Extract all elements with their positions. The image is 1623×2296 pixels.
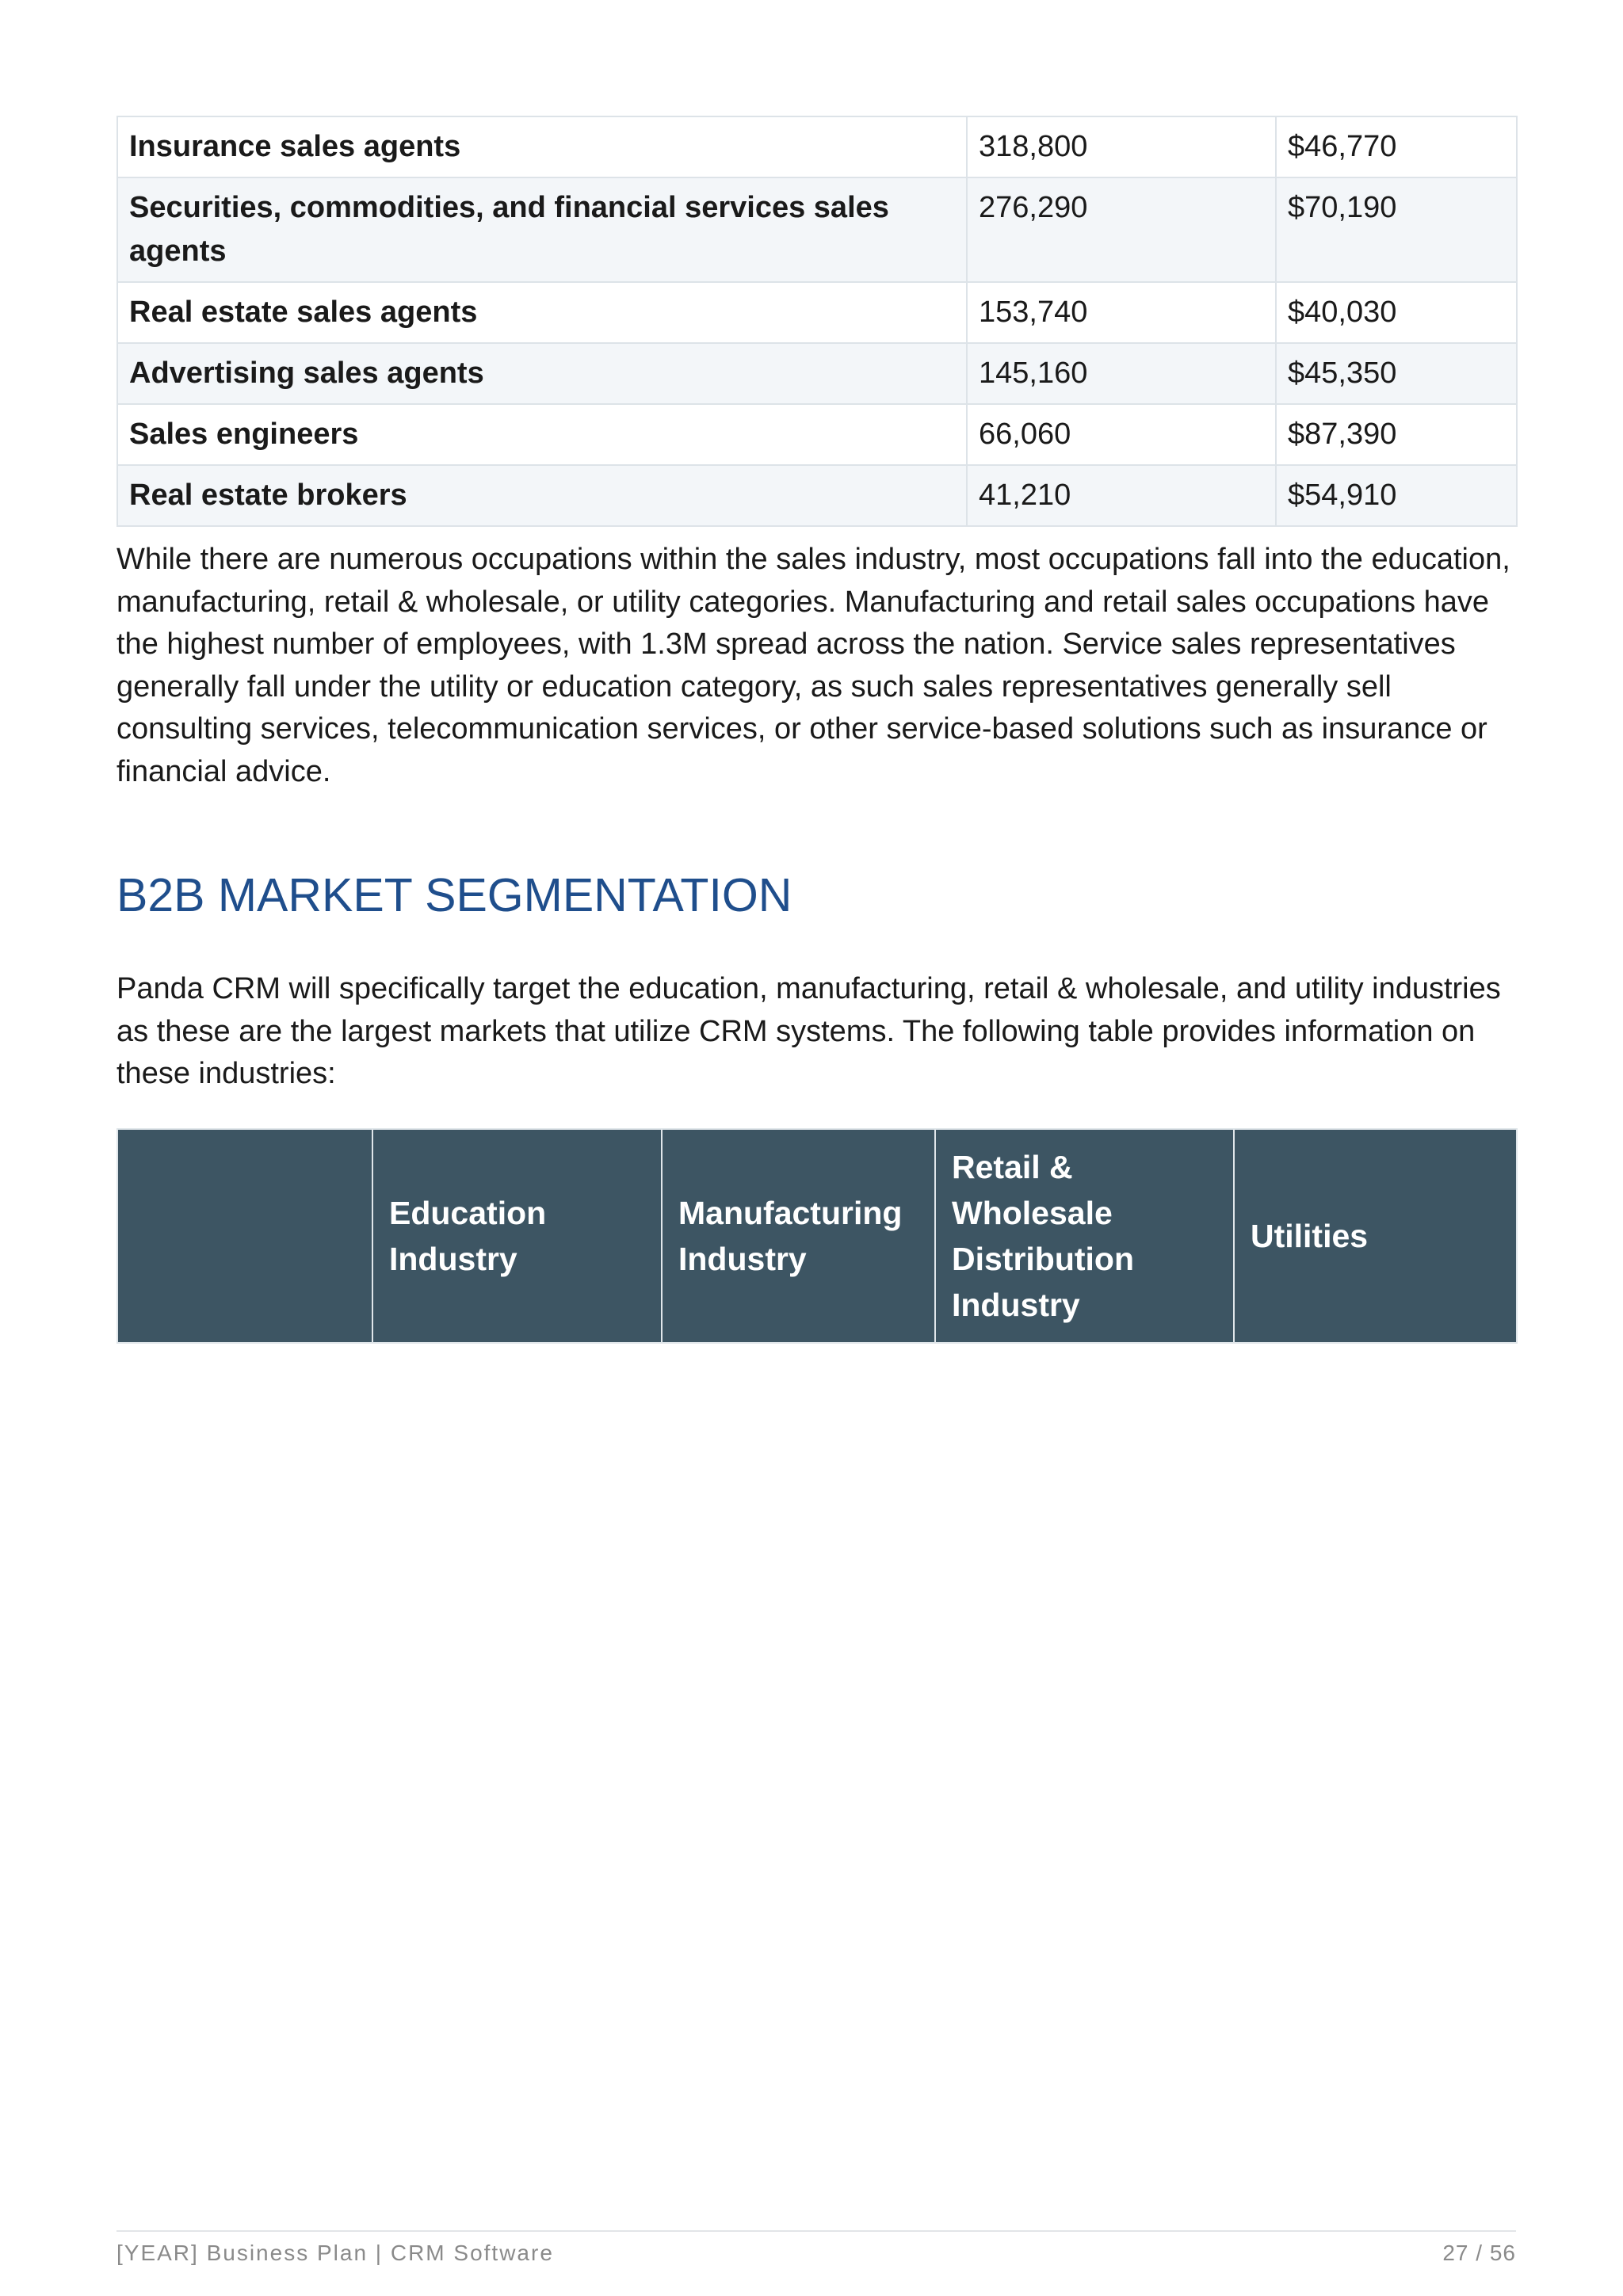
table-row <box>117 116 1517 177</box>
occupation-table <box>116 116 1518 527</box>
employment-value: 276,290 <box>967 177 1276 282</box>
industry-header-row <box>117 1129 1517 1343</box>
table-row <box>117 465 1517 526</box>
table-row <box>117 177 1517 282</box>
industry-header-education: Education Industry <box>372 1129 662 1343</box>
industry-header-utilities: Utilities <box>1234 1129 1517 1343</box>
occupation-name: Advertising sales agents <box>117 343 967 404</box>
occupation-name: Sales engineers <box>117 404 967 465</box>
wage-value: $40,030 <box>1276 282 1517 343</box>
employment-value: 318,800 <box>967 116 1276 177</box>
employment-value: 153,740 <box>967 282 1276 343</box>
footer-document-title: [YEAR] Business Plan | CRM Software <box>116 2241 554 2265</box>
footer-divider <box>116 2230 1516 2232</box>
table-row <box>117 343 1517 404</box>
occupation-name: Securities, commodities, and financial services sales agents <box>117 177 967 282</box>
employment-value: 66,060 <box>967 404 1276 465</box>
occupation-name: Real estate sales agents <box>117 282 967 343</box>
employment-value: 145,160 <box>967 343 1276 404</box>
section-heading: B2B MARKET SEGMENTATION <box>116 869 792 921</box>
wage-value: $46,770 <box>1276 116 1517 177</box>
employment-value: 41,210 <box>967 465 1276 526</box>
wage-value: $45,350 <box>1276 343 1517 404</box>
footer-page-number: 27 / 56 <box>1442 2241 1516 2265</box>
wage-value: $70,190 <box>1276 177 1517 282</box>
table-row <box>117 404 1517 465</box>
industry-header-blank <box>117 1129 372 1343</box>
wage-value: $54,910 <box>1276 465 1517 526</box>
segmentation-paragraph: Panda CRM will specifically target the education, manufacturing, retail & wholesale, and utility industries as these are the largest markets that utilize CRM systems. The following table provides information on these industries: <box>116 972 1501 1090</box>
industry-header-retail-wholesale: Retail & Wholesale Distribution Industry <box>935 1129 1234 1343</box>
occupation-name: Insurance sales agents <box>117 116 967 177</box>
wage-value: $87,390 <box>1276 404 1517 465</box>
occupations-paragraph: While there are numerous occupations within the sales industry, most occupations fall into the education, manufacturing, retail & wholesale, or utility categories. Manufacturing and retail sales occupations have the highest number of employees, with 1.3M spread across the nation. Service sales representatives generally fall under the utility or education category, as such sales representatives generally sell consulting services, telecommunication services, or other service-based solutions such as insurance or financial advice. <box>116 543 1510 788</box>
table-row <box>117 282 1517 343</box>
occupation-name: Real estate brokers <box>117 465 967 526</box>
industry-header-manufacturing: Manufacturing Industry <box>662 1129 935 1343</box>
industry-table <box>116 1128 1518 1344</box>
